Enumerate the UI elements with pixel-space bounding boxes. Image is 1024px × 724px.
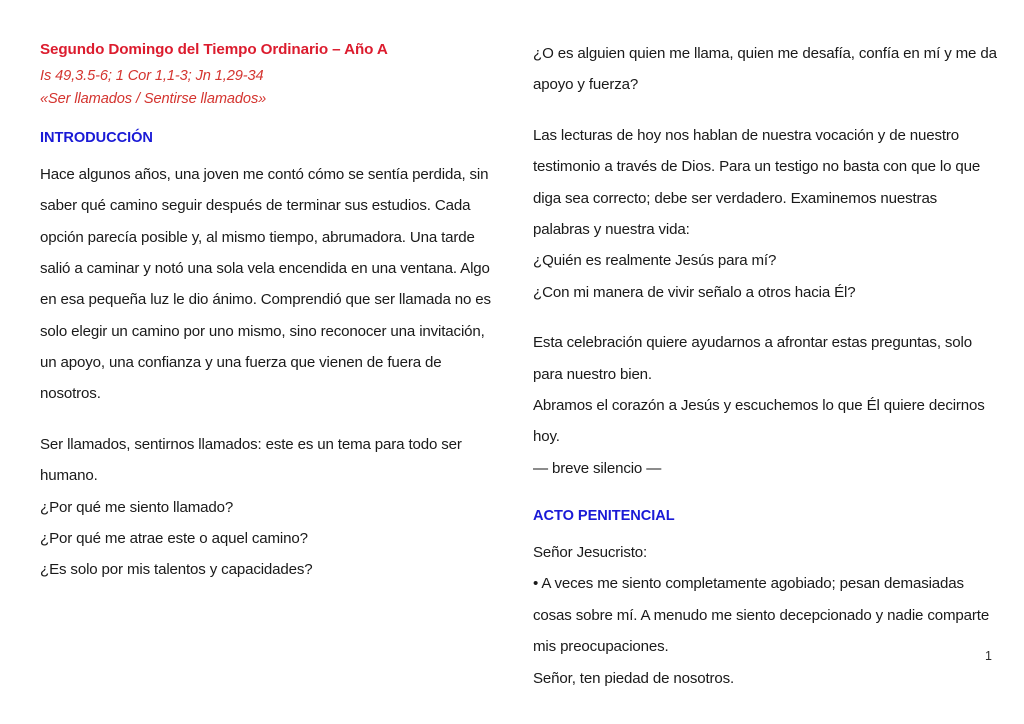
heading-acto-penitencial: ACTO PENITENCIAL [533, 508, 675, 525]
document-theme: «Ser llamados / Sentirse llamados» [40, 91, 267, 108]
spacer [40, 112, 498, 128]
intro-paragraph-1: Hace algunos años, una joven me contó cómo se sentía perdida, sin saber qué camino seguir después de terminar sus estudios. Cada opción parecía posible y, al mismo tiempo, abrumadora. Una tarde salió a caminar y notó una sola vela encendida en una ventana. Algo en esa pequeña luz le dio ánimo. Comprendió que ser llamada no es solo elegir un camino por uno mismo, sino reconocer una invitación, un apoyo, una confianza y una fuerza que vienen de fuera de nosotros. [40, 165, 491, 403]
reflection-question-3: ¿Es solo por mis talentos y capacidades? [40, 561, 313, 579]
readings-paragraph: Las lecturas de hoy nos hablan de nuestra vocación y de nuestro testimonio a través de Dios. Para un testigo no basta con que lo que diga sea correcto; debe ser verdadero. Examinemos nuestras palabras y nuestra vida: [533, 126, 981, 238]
spacer [40, 150, 498, 159]
scripture-readings: Is 49,3.5-6; 1 Cor 1,1-3; Jn 1,29-34 [40, 67, 264, 84]
spacer [40, 410, 498, 429]
reflection-question-2: ¿Por qué me atrae este o aquel camino? [40, 530, 308, 548]
invocation-item-1: • A veces me siento completamente agobiado; pesan demasiadas cosas sobre mí. A menudo me siento decepcionado y nadie comparte mis preocupaciones. [533, 575, 990, 656]
open-heart-paragraph: Abramos el corazón a Jesús y escuchemos lo que Él quiere decirnos hoy. [533, 396, 985, 446]
two-column-layout [0, 38, 1024, 694]
silence-note: — breve silencio — [533, 459, 662, 477]
right-column [512, 38, 1024, 694]
invocation-intro: Señor Jesucristo: [533, 543, 648, 561]
invocation-response: Señor, ten piedad de nosotros. [533, 669, 735, 687]
reflection-question-6: ¿Con mi manera de vivir señalo a otros hacia Él? [533, 283, 856, 301]
spacer [533, 528, 997, 537]
spacer [533, 308, 997, 327]
reflection-question-4: ¿O es alguien quien me llama, quien me desafía, confía en mí y me da apoyo y fuerza? [533, 45, 997, 94]
heading-introduccion: INTRODUCCIÓN [40, 129, 153, 146]
spacer [533, 484, 997, 506]
page-number: 1 [985, 648, 992, 663]
reflection-question-5: ¿Quién es realmente Jesús para mí? [533, 252, 777, 270]
spacer [533, 101, 997, 120]
intro-paragraph-2: Ser llamados, sentirnos llamados: este es un tema para todo ser humano. [40, 435, 462, 485]
left-column [0, 38, 512, 586]
document-title: Segundo Domingo del Tiempo Ordinario – Año A [40, 41, 388, 58]
celebration-paragraph: Esta celebración quiere ayudarnos a afrontar estas preguntas, solo para nuestro bien. [533, 334, 972, 383]
reflection-question-1: ¿Por qué me siento llamado? [40, 498, 234, 516]
